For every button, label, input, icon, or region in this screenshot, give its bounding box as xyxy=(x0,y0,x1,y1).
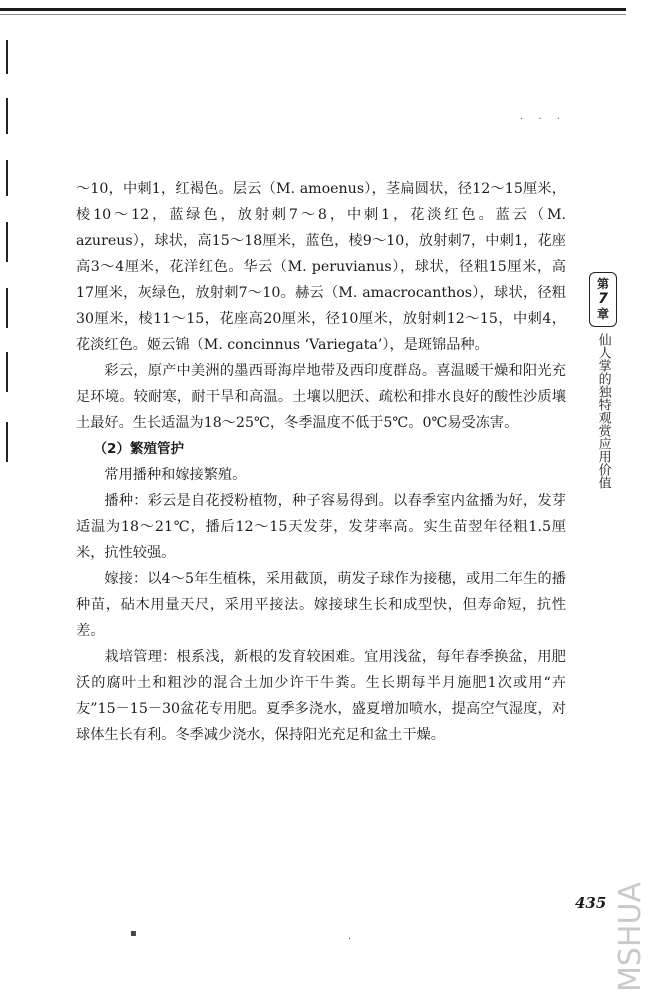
chapter-badge xyxy=(589,272,617,327)
paragraph-species-list: ～10，中刺1，红褐色。层云（M. amoenus），茎扁圆状，径12～15厘米，棱10～12，蓝绿色，放射刺7～8，中刺1，花淡红色。蓝云（M. azureus），球状，高15～18厘米，蓝色，棱9～10，放射刺7，中刺1，花座高3～4厘米，花洋红色。华云（M. peruvianus），球状，径粗15厘米，高17厘米，灰绿色，放射刺7～10。赫云（M. amacrocanthos），球状，径粗30厘米，棱11～15，花座高20厘米，径10厘米，放射刺12～15，中刺4，花淡红色。姬云锦（M. concinnus ‘Variegata’），是斑锦品种。 xyxy=(76,181,566,353)
watermark xyxy=(611,884,651,994)
chapter-label-top: 第 xyxy=(596,277,609,291)
paragraph-propagation-intro: 常用播种和嫁接繁殖。 xyxy=(104,467,247,483)
paragraph-grafting: 嫁接：以4～5年生植株，采用截顶，萌发子球作为接穗，或用二年生的播种苗，砧木用量天尺，采用平接法。嫁接球生长和成型快，但寿命短，抗性差。 xyxy=(76,571,566,639)
paragraph-sowing: 播种：彩云是自花授粉植物，种子容易得到。以春季室内盆播为好，发芽适温为18～21℃，播后12～15天发芽，发芽率高。实生苗翌年径粗1.5厘米，抗性较强。 xyxy=(76,493,566,561)
body-text xyxy=(76,176,566,748)
top-border-rule xyxy=(0,8,626,11)
chapter-title: 仙人掌的独特观赏应用价值 xyxy=(595,333,611,489)
bottom-scan-specks: ▪ · xyxy=(130,928,352,945)
section-heading-propagation: （2）繁殖管护 xyxy=(93,441,184,457)
paragraph-origin: 彩云，原产中美洲的墨西哥海岸地带及西印度群岛。喜温暖干燥和阳光充足环境。较耐寒，耐干旱和高温。土壤以肥沃、疏松和排水良好的酸性沙质壤土最好。生长适温为18～25℃，冬季温度不低于5℃。0℃易受冻害。 xyxy=(76,363,566,431)
chapter-side-tab xyxy=(589,272,617,489)
chapter-label-bottom: 章 xyxy=(596,307,609,321)
left-margin-scan-marks xyxy=(6,30,9,500)
watermark-text: MSHUA xyxy=(613,882,648,992)
top-border-rule-thin xyxy=(0,14,626,15)
paragraph-cultivation: 栽培管理：根系浅，新根的发育较困难。宜用浅盆，每年春季换盆，用肥沃的腐叶土和粗沙的混合土加少许干牛粪。生长期每半月施肥1次或用“卉友”15－15－30盆花专用肥。夏季多浇水，盛夏增加喷水，提高空气湿度，对球体生长有利。冬季减少浇水，保持阳光充足和盆土干燥。 xyxy=(76,649,566,743)
page-number: 435 xyxy=(575,894,607,912)
chapter-number: 7 xyxy=(598,291,608,307)
scan-specks: · · · xyxy=(520,114,566,125)
